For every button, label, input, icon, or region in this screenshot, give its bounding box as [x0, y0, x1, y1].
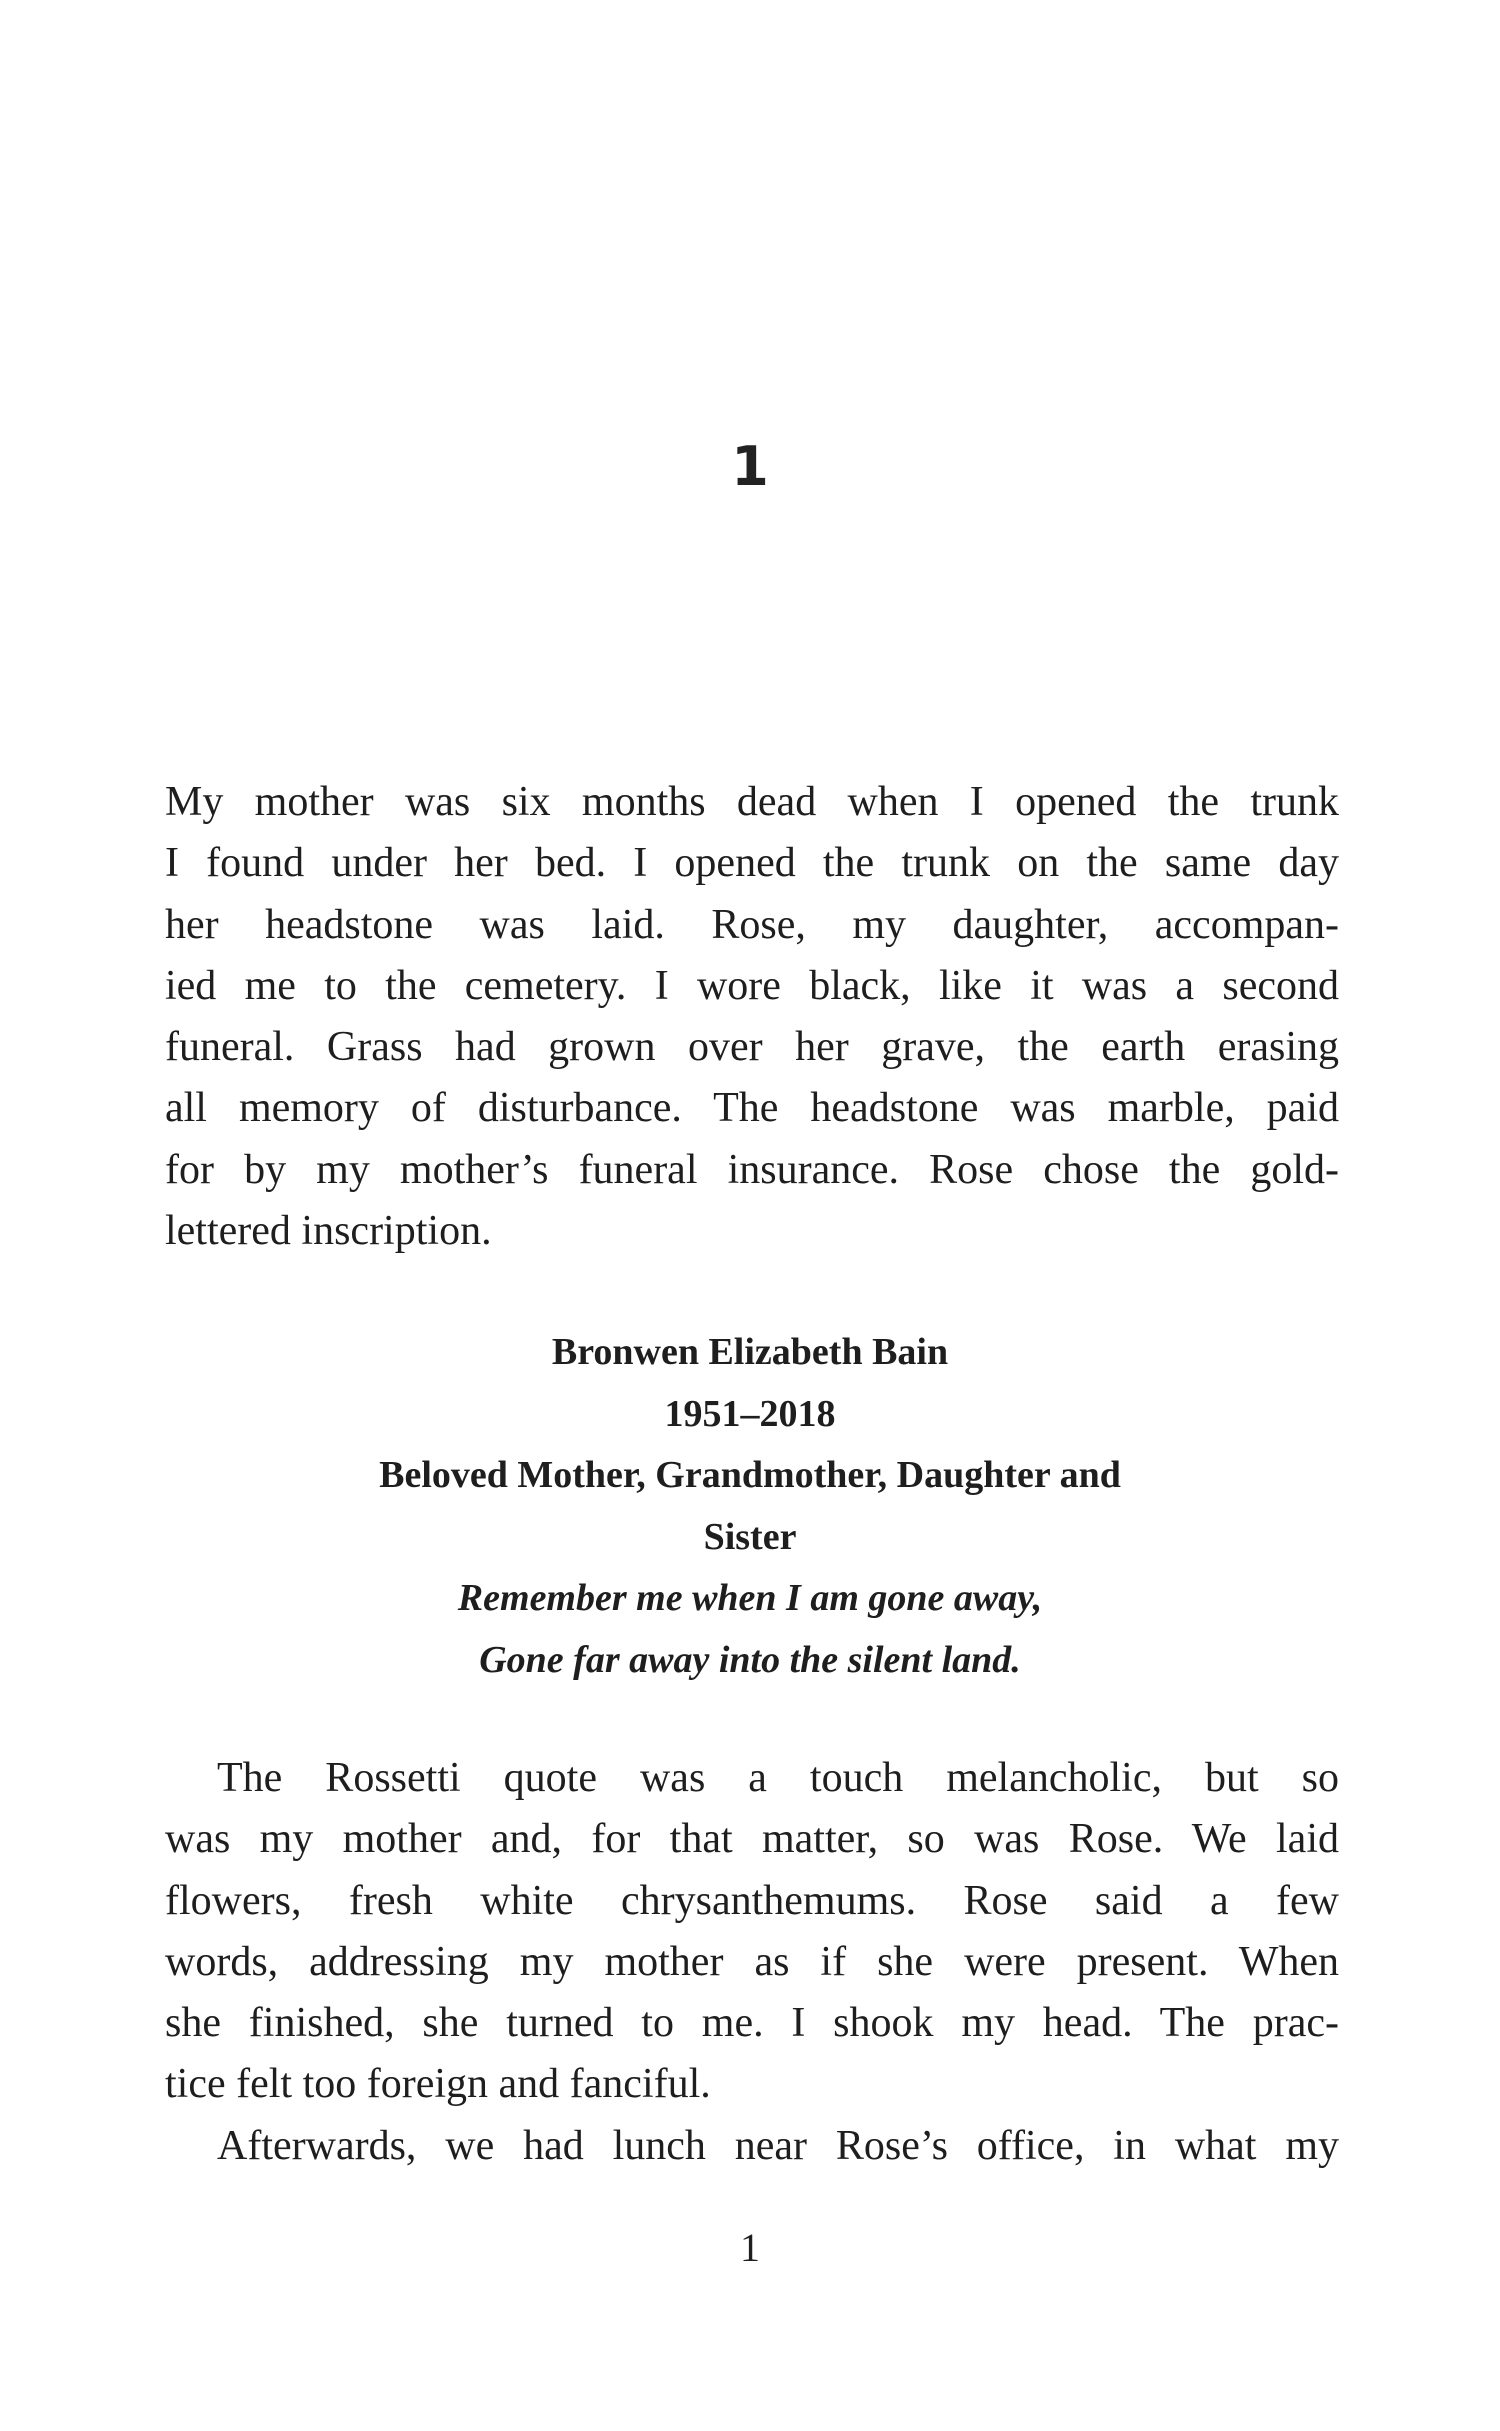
inscription-years: 1951–2018	[664, 1392, 836, 1435]
text-line: all memory of disturbance. The headstone was marble, paid	[165, 1085, 1339, 1132]
text-line: I found under her bed. I opened the trunk on the same day	[165, 840, 1339, 887]
inscription-epithet: Sister	[703, 1515, 797, 1558]
text-line: My mother was six months dead when I opened the trunk	[165, 779, 1339, 825]
text-line: The Rossetti quote was a touch melancholic, but so	[217, 1755, 1339, 1801]
text-line: ied me to the cemetery. I wore black, like it was a second	[165, 962, 1339, 1009]
text-line: funeral. Grass had grown over her grave, the earth erasing	[165, 1024, 1339, 1071]
inscription-quote: Gone far away into the silent land.	[479, 1638, 1021, 1681]
headstone-inscription	[0, 1322, 1500, 1691]
text-line: lettered inscription.	[165, 1208, 492, 1255]
chapter-number: 1	[731, 435, 769, 498]
paragraph-opening	[165, 772, 1339, 1262]
text-line: flowers, fresh white chrysanthemums. Rose said a few	[165, 1877, 1339, 1924]
text-line: words, addressing my mother as if she were present. When	[165, 1938, 1339, 1985]
inscription-quote: Remember me when I am gone away,	[457, 1577, 1043, 1619]
paragraph-continuation	[165, 1748, 1339, 2177]
inscription-epithet: Beloved Mother, Grandmother, Daughter and	[379, 1454, 1121, 1496]
text-line: was my mother and, for that matter, so was Rose. We laid	[165, 1816, 1339, 1863]
text-line: she finished, she turned to me. I shook my head. The prac-	[165, 2000, 1339, 2047]
inscription-name: Bronwen Elizabeth Bain	[551, 1331, 949, 1373]
text-line: her headstone was laid. Rose, my daughter, accompan-	[165, 901, 1339, 948]
text-line: tice felt too foreign and fanciful.	[165, 2061, 711, 2108]
page-number: 1	[740, 2225, 760, 2270]
text-line: for by my mother’s funeral insurance. Rose chose the gold-	[165, 1146, 1339, 1193]
text-line: Afterwards, we had lunch near Rose’s office, in what my	[217, 2122, 1339, 2169]
